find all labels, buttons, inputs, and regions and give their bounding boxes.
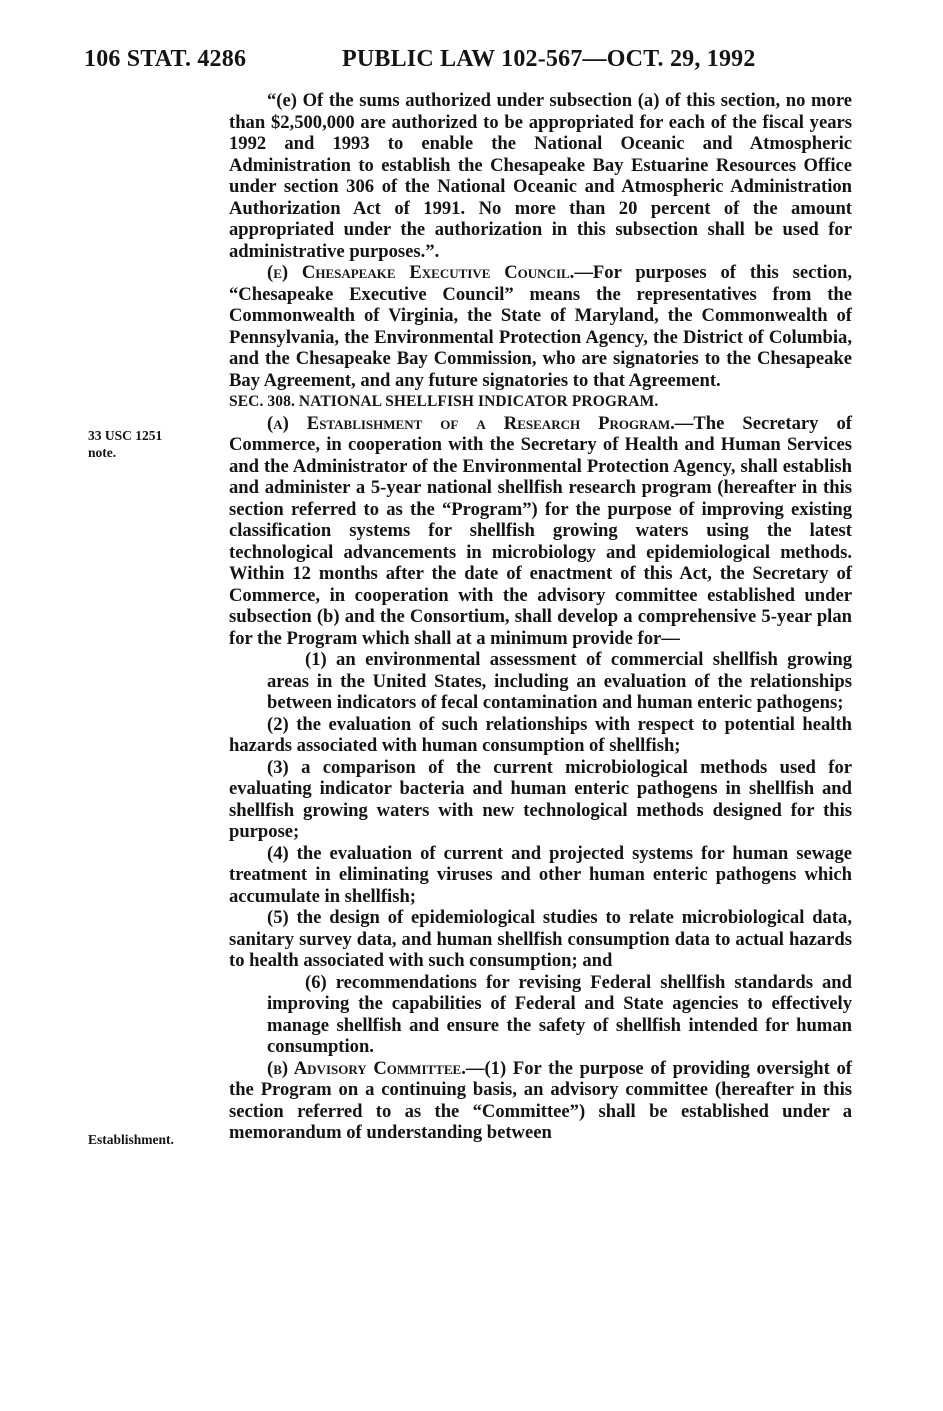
document-body — [229, 90, 852, 1144]
stat-reference: 106 STAT. 4286 — [84, 46, 247, 72]
list-item-5: (5) the design of epidemiological studies to relate microbiological data, sanitary survey data, and human shellfish consumption data to actual hazards to health associated with such consumption; and — [229, 907, 852, 971]
research-program-heading: (a) Establishment of a Research Program. — [267, 412, 675, 434]
margin-note-usc — [88, 427, 208, 461]
paragraph-a-research-program — [229, 413, 852, 650]
section-title: SEC. 308. NATIONAL SHELLFISH INDICATOR PROGRAM. — [229, 393, 659, 410]
list-item-1: (1) an environmental assessment of commercial shellfish growing areas in the United States, including an evaluation of the relationships between indicators of fecal contamination and human enteric pathogens; — [267, 649, 852, 713]
council-heading: (e) Chesapeake Executive Council. — [267, 262, 575, 283]
research-program-text: —The Secretary of Commerce, in cooperation with the Secretary of Health and Human Services and the Administrator of the Environmental Protection Agency, shall establish and administer a 5-year national shellfish research program (hereafter in this section referred to as the “Program”) for the purpose of improving existing classification systems for shellfish growing waters using the latest technological advancements in microbiology and epidemiological methods. Within 12 months after the date of enactment of this Act, the Secretary of Commerce, in cooperation with the advisory committee established under subsection (b) and the Consortium, shall develop a comprehensive 5-year plan for the Program which shall at a minimum provide for— — [229, 412, 852, 649]
paragraph-e-council — [229, 262, 852, 391]
list-item-3: (3) a comparison of the current microbiological methods used for evaluating indicator bacteria and human enteric pathogens in shellfish and shellfish growing waters with new technological methods designed for this purpose; — [229, 756, 852, 842]
paragraph-e-sums: “(e) Of the sums authorized under subsection (a) of this section, no more than $2,500,000 are authorized to be appropriated for each of the fiscal years 1992 and 1993 to enable the National Oceanic and Atmospheric Administration to establish the Chesapeake Bay Estuarine Resources Office under section 306 of the National Oceanic and Atmospheric Administration Authorization Act of 1991. No more than 20 percent of the amount appropriated under the authorization in this subsection shall be used for administrative purposes.”. — [229, 90, 852, 262]
council-text: —For purposes of this section, “Chesapeake Executive Council” means the representatives from the Commonwealth of Virginia, the State of Maryland, the Commonwealth of Pennsylvania, the Environmental Protection Agency, the District of Columbia, and the Chesapeake Bay Commission, who are signatories to the Chesapeake Bay Agreement, and any future signatories to that Agreement. — [229, 262, 852, 391]
public-law-reference: PUBLIC LAW 102-567—OCT. 29, 1992 — [342, 46, 756, 72]
page-header — [84, 46, 884, 76]
advisory-committee-heading: (b) Advisory Committee. — [267, 1057, 466, 1079]
margin-note-establishment — [88, 1131, 208, 1148]
list-item-4: (4) the evaluation of current and projected systems for human sewage treatment in eliminating viruses and other human enteric pathogens which accumulate in shellfish; — [229, 842, 852, 907]
list-item-6: (6) recommendations for revising Federal shellfish standards and improving the capabilities of Federal and State agencies to effectively manage shellfish and ensure the safety of shellfish intended for human consumption. — [267, 971, 852, 1057]
paragraph-b-advisory-committee — [229, 1058, 852, 1144]
list-item-2: (2) the evaluation of such relationships with respect to potential health hazards associated with human consumption of shellfish; — [229, 713, 852, 756]
usc-citation: 33 USC 1251 note. — [88, 428, 163, 460]
advisory-committee-text: —(1) For the purpose of providing oversight of the Program on a continuing basis, an advisory committee (hereafter in this section referred to as the “Committee”) shall be established under a memorandum of understanding between — [229, 1057, 852, 1143]
establishment-note: Establishment. — [88, 1132, 174, 1147]
